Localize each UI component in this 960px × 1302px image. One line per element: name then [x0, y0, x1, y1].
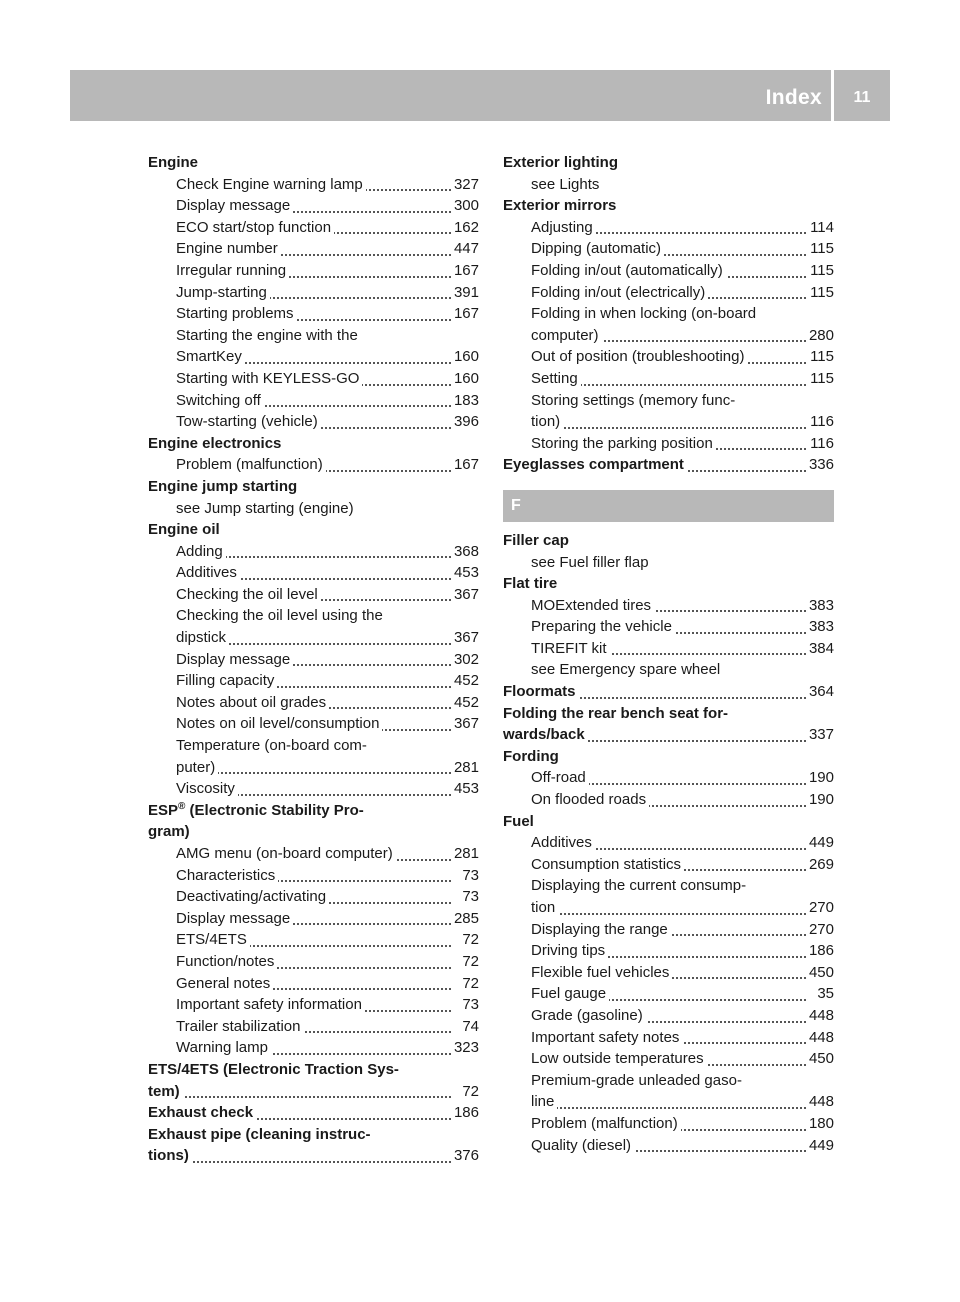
index-subentry[interactable]: [503, 325, 834, 347]
entry-label: Folding the rear bench seat for-: [503, 705, 731, 722]
index-subentry[interactable]: [148, 260, 479, 282]
entry-label: Filling capacity: [176, 672, 277, 689]
entry-label: Premium-grade unleaded gaso-: [531, 1072, 745, 1089]
page-reference[interactable]: 302: [451, 649, 479, 671]
entry-label: Grade (gasoline): [531, 1007, 646, 1024]
page-reference[interactable]: 183: [451, 390, 479, 412]
index-subentry[interactable]: [503, 368, 834, 390]
entry-label: Folding in when locking (on-board: [531, 305, 759, 322]
entry-label: see Fuel filler flap: [531, 554, 652, 571]
index-entry-heading: [148, 152, 479, 174]
index-subentry[interactable]: [148, 368, 479, 390]
index-subentry[interactable]: [148, 951, 479, 973]
entry-label: ETS/4ETS: [176, 931, 250, 948]
entry-label: Notes about oil grades: [176, 694, 329, 711]
index-subentry[interactable]: [148, 390, 479, 412]
entry-label: Deactivating/activating: [176, 888, 329, 905]
page-reference[interactable]: 453: [451, 562, 479, 584]
entry-label: Storing the parking position: [531, 435, 716, 452]
entry-label: Quality (diesel): [531, 1137, 634, 1154]
index-subentry[interactable]: [148, 627, 479, 649]
index-entry-heading[interactable]: [148, 1102, 479, 1124]
index-subentry[interactable]: [148, 778, 479, 800]
entry-label: SmartKey: [176, 348, 245, 365]
index-subentry: [148, 605, 479, 627]
index-entry-heading: [503, 811, 834, 833]
entry-label: Checking the oil level using the: [176, 607, 386, 624]
page-reference[interactable]: 383: [806, 595, 834, 617]
index-subentry[interactable]: [503, 411, 834, 433]
entry-label: Filler cap: [503, 532, 572, 549]
index-subentry[interactable]: [148, 670, 479, 692]
page-reference[interactable]: 447: [451, 238, 479, 260]
entry-label: Problem (malfunction): [176, 456, 326, 473]
entry-label: Exterior mirrors: [503, 197, 619, 214]
page-number: 11: [853, 89, 871, 106]
index-subentry[interactable]: [148, 238, 479, 260]
entry-label: Engine: [148, 154, 201, 171]
index-subentry[interactable]: [503, 854, 834, 876]
index-subentry[interactable]: [503, 1113, 834, 1135]
index-subentry[interactable]: [503, 595, 834, 617]
page-reference[interactable]: 116: [807, 411, 834, 433]
entry-label: wards/back: [503, 726, 588, 743]
entry-label: Warning lamp: [176, 1039, 271, 1056]
page-reference[interactable]: 449: [806, 832, 834, 854]
entry-label: Engine jump starting: [148, 478, 300, 495]
index-subentry[interactable]: [148, 217, 479, 239]
index-subentry[interactable]: [503, 282, 834, 304]
index-subentry[interactable]: [503, 1091, 834, 1113]
index-subentry[interactable]: [503, 897, 834, 919]
page-reference[interactable]: 190: [806, 789, 834, 811]
page-reference[interactable]: 281: [451, 843, 479, 865]
index-subentry[interactable]: [148, 411, 479, 433]
index-entry-heading[interactable]: [503, 454, 834, 476]
index-subentry[interactable]: [503, 789, 834, 811]
index-subentry[interactable]: [503, 767, 834, 789]
page-reference[interactable]: 35: [814, 983, 834, 1005]
index-entry-heading: [503, 703, 834, 725]
page-reference[interactable]: 180: [806, 1113, 834, 1135]
entry-label: Consumption statistics: [531, 856, 684, 873]
page-reference[interactable]: 73: [459, 886, 479, 908]
page-reference[interactable]: 115: [807, 346, 834, 368]
page-reference[interactable]: 448: [806, 1091, 834, 1113]
index-subentry[interactable]: [148, 649, 479, 671]
page-reference[interactable]: 72: [459, 1081, 479, 1103]
index-subentry: [503, 1070, 834, 1092]
dot-leader: [531, 427, 806, 429]
entry-label: Characteristics: [176, 867, 278, 884]
index-subentry[interactable]: [503, 217, 834, 239]
index-subentry[interactable]: [503, 616, 834, 638]
page-header: [70, 70, 890, 121]
entry-label: Folding in/out (automatically): [531, 262, 726, 279]
page-reference[interactable]: 116: [807, 433, 834, 455]
entry-label: Flexible fuel vehicles: [531, 964, 672, 981]
page-reference[interactable]: 115: [807, 260, 834, 282]
page-reference[interactable]: 368: [451, 541, 479, 563]
page-reference[interactable]: 167: [451, 454, 479, 476]
index-entry-heading: [148, 1124, 479, 1146]
page-reference[interactable]: 383: [806, 616, 834, 638]
entry-label: Fording: [503, 748, 562, 765]
index-subentry[interactable]: [148, 908, 479, 930]
index-entry-heading: [148, 1059, 479, 1081]
entry-label: ETS/4ETS (Electronic Traction Sys-: [148, 1061, 402, 1078]
page-reference[interactable]: 167: [451, 303, 479, 325]
page-reference[interactable]: 281: [451, 757, 479, 779]
page-reference[interactable]: 327: [451, 174, 479, 196]
entry-label: Setting: [531, 370, 581, 387]
index-column-right: [503, 152, 834, 1156]
entry-label: Floormats: [503, 683, 579, 700]
entry-label: Displaying the current consump-: [531, 877, 749, 894]
entry-label: tions): [148, 1147, 192, 1164]
page-reference[interactable]: 72: [459, 951, 479, 973]
index-entry-heading: [503, 530, 834, 552]
page-reference[interactable]: 269: [806, 854, 834, 876]
dot-leader: [148, 1161, 451, 1163]
page-reference[interactable]: 285: [451, 908, 479, 930]
entry-label: computer): [531, 327, 602, 344]
page-title: Index: [765, 86, 822, 109]
entry-label: Viscosity: [176, 780, 238, 797]
entry-label: Flat tire: [503, 575, 560, 592]
index-subentry[interactable]: [503, 919, 834, 941]
page-reference[interactable]: 449: [806, 1135, 834, 1157]
index-subentry: [503, 659, 834, 681]
entry-label: Problem (malfunction): [531, 1115, 681, 1132]
page-reference[interactable]: 448: [806, 1027, 834, 1049]
entry-label: Engine number: [176, 240, 281, 257]
index-entry-heading[interactable]: [503, 724, 834, 746]
page-reference[interactable]: 280: [806, 325, 834, 347]
index-subentry[interactable]: [148, 303, 479, 325]
page-reference[interactable]: 270: [806, 919, 834, 941]
entry-label: MOExtended tires: [531, 597, 654, 614]
entry-label: Display message: [176, 197, 293, 214]
index-subentry[interactable]: [503, 433, 834, 455]
entry-label: Trailer stabilization: [176, 1018, 304, 1035]
entry-label: TIREFIT kit: [531, 640, 610, 657]
index-subentry[interactable]: [148, 713, 479, 735]
entry-label: Adjusting: [531, 219, 596, 236]
index-subentry[interactable]: [148, 541, 479, 563]
page-reference[interactable]: 453: [451, 778, 479, 800]
page-reference[interactable]: 367: [451, 627, 479, 649]
entry-label: Irregular running: [176, 262, 289, 279]
index-subentry[interactable]: [148, 454, 479, 476]
entry-label: Additives: [531, 834, 595, 851]
index-subentry[interactable]: [148, 886, 479, 908]
page-reference[interactable]: 300: [451, 195, 479, 217]
index-subentry[interactable]: [503, 940, 834, 962]
entry-label: Notes on oil level/consumption: [176, 715, 382, 732]
entry-label: On flooded roads: [531, 791, 649, 808]
entry-label: Low outside temperatures: [531, 1050, 707, 1067]
page-reference[interactable]: 367: [451, 713, 479, 735]
index-subentry[interactable]: [148, 973, 479, 995]
entry-label: Important safety information: [176, 996, 365, 1013]
entry-label: ECO start/stop function: [176, 219, 334, 236]
page-reference[interactable]: 336: [806, 454, 834, 476]
page-reference[interactable]: 367: [451, 584, 479, 606]
entry-label: Checking the oil level: [176, 586, 321, 603]
index-subentry[interactable]: [148, 865, 479, 887]
page-reference[interactable]: 337: [806, 724, 834, 746]
index-subentry[interactable]: [148, 346, 479, 368]
entry-label: Dipping (automatic): [531, 240, 664, 257]
entry-label: Exhaust check: [148, 1104, 256, 1121]
index-subentry[interactable]: [503, 1027, 834, 1049]
page-reference[interactable]: 450: [806, 962, 834, 984]
entry-label: Engine electronics: [148, 435, 284, 452]
index-subentry[interactable]: [148, 282, 479, 304]
entry-label: Engine oil: [148, 521, 223, 538]
index-subentry[interactable]: [148, 1037, 479, 1059]
entry-label: Starting the engine with the: [176, 327, 361, 344]
page-reference[interactable]: 384: [806, 638, 834, 660]
page-reference[interactable]: 448: [806, 1005, 834, 1027]
entry-label: Exhaust pipe (cleaning instruc-: [148, 1126, 374, 1143]
index-subentry[interactable]: [148, 562, 479, 584]
index-subentry[interactable]: [503, 638, 834, 660]
index-subentry[interactable]: [503, 346, 834, 368]
entry-label: gram): [148, 823, 193, 840]
entry-label: Folding in/out (electrically): [531, 284, 708, 301]
entry-label: tem): [148, 1083, 183, 1100]
index-entry-heading: [503, 573, 834, 595]
entry-label: see Lights: [531, 176, 602, 193]
index-entry-heading: [148, 800, 479, 822]
entry-label: see Jump starting (engine): [176, 500, 357, 517]
index-entry-heading: [148, 476, 479, 498]
index-subentry[interactable]: [148, 584, 479, 606]
index-entry-heading: [503, 195, 834, 217]
entry-label: ESP® (Electronic Stability Pro-: [148, 802, 367, 819]
page-reference[interactable]: 190: [806, 767, 834, 789]
index-subentry[interactable]: [148, 757, 479, 779]
dot-leader: [148, 1096, 451, 1098]
index-subentry[interactable]: [503, 962, 834, 984]
page-reference[interactable]: 452: [451, 692, 479, 714]
entry-label: AMG menu (on-board computer): [176, 845, 396, 862]
page-reference[interactable]: 396: [451, 411, 479, 433]
index-subentry[interactable]: [148, 1016, 479, 1038]
page-reference[interactable]: 72: [459, 973, 479, 995]
index-column-left: [148, 152, 479, 1167]
index-subentry[interactable]: [503, 983, 834, 1005]
index-subentry[interactable]: [503, 260, 834, 282]
entry-label: Starting with KEYLESS-GO: [176, 370, 362, 387]
index-entry-heading: [148, 821, 479, 843]
page-reference[interactable]: 115: [807, 368, 834, 390]
entry-label: line: [531, 1093, 557, 1110]
entry-label: Exterior lighting: [503, 154, 621, 171]
dot-leader: [531, 913, 806, 915]
entry-label: see Emergency spare wheel: [531, 661, 723, 678]
page-reference[interactable]: 376: [451, 1145, 479, 1167]
page-reference[interactable]: 391: [451, 282, 479, 304]
entry-label: Adding: [176, 543, 226, 560]
entry-label: Out of position (troubleshooting): [531, 348, 747, 365]
index-subentry[interactable]: [503, 1135, 834, 1157]
index-subentry[interactable]: [148, 994, 479, 1016]
entry-label: Switching off: [176, 392, 264, 409]
entry-label: Off-road: [531, 769, 589, 786]
index-entry-heading[interactable]: [148, 1081, 479, 1103]
page-reference[interactable]: 270: [806, 897, 834, 919]
index-subentry[interactable]: [148, 174, 479, 196]
index-subentry[interactable]: [148, 929, 479, 951]
index-subentry: [503, 303, 834, 325]
page-reference[interactable]: 73: [459, 994, 479, 1016]
index-subentry[interactable]: [148, 195, 479, 217]
index-subentry: [503, 552, 834, 574]
dot-leader: [531, 1107, 806, 1109]
index-subentry: [148, 325, 479, 347]
entry-label: Temperature (on-board com-: [176, 737, 370, 754]
page-reference[interactable]: 167: [451, 260, 479, 282]
index-subentry[interactable]: [503, 832, 834, 854]
entry-label: puter): [176, 759, 218, 776]
entry-label: Fuel gauge: [531, 985, 609, 1002]
index-subentry[interactable]: [148, 843, 479, 865]
index-subentry: [503, 390, 834, 412]
entry-label: Displaying the range: [531, 921, 671, 938]
entry-label: Storing settings (memory func-: [531, 392, 738, 409]
index-subentry: [148, 498, 479, 520]
page-reference[interactable]: 323: [451, 1037, 479, 1059]
index-subentry: [503, 174, 834, 196]
entry-label: Tow-starting (vehicle): [176, 413, 321, 430]
entry-label: Jump-starting: [176, 284, 270, 301]
entry-label: Display message: [176, 910, 293, 927]
page-reference[interactable]: 115: [807, 282, 834, 304]
index-entry-heading[interactable]: [148, 1145, 479, 1167]
entry-label: dipstick: [176, 629, 229, 646]
entry-label: General notes: [176, 975, 273, 992]
index-subentry[interactable]: [503, 1005, 834, 1027]
page-reference[interactable]: 74: [459, 1016, 479, 1038]
page-reference[interactable]: 364: [806, 681, 834, 703]
entry-label: Fuel: [503, 813, 537, 830]
index-subentry: [503, 875, 834, 897]
page-reference[interactable]: 186: [451, 1102, 479, 1124]
index-entry-heading: [503, 152, 834, 174]
index-subentry[interactable]: [503, 238, 834, 260]
page-reference[interactable]: 162: [451, 217, 479, 239]
entry-label: Function/notes: [176, 953, 277, 970]
section-letter-header: F: [503, 490, 834, 522]
page-reference[interactable]: 160: [451, 368, 479, 390]
page-reference[interactable]: 115: [807, 238, 834, 260]
page-reference[interactable]: 73: [459, 865, 479, 887]
page-reference[interactable]: 452: [451, 670, 479, 692]
entry-label: tion): [531, 413, 563, 430]
page-reference[interactable]: 450: [806, 1048, 834, 1070]
page-reference[interactable]: 72: [459, 929, 479, 951]
entry-label: Display message: [176, 651, 293, 668]
index-subentry[interactable]: [148, 692, 479, 714]
page-reference[interactable]: 114: [807, 217, 834, 239]
page-reference[interactable]: 186: [806, 940, 834, 962]
entry-label: Starting problems: [176, 305, 297, 322]
index-entry-heading: [503, 746, 834, 768]
entry-label: Important safety notes: [531, 1029, 682, 1046]
entry-label: Driving tips: [531, 942, 608, 959]
entry-label: Additives: [176, 564, 240, 581]
entry-label: tion: [531, 899, 558, 916]
index-subentry[interactable]: [503, 1048, 834, 1070]
entry-label: Preparing the vehicle: [531, 618, 675, 635]
index-entry-heading: [148, 519, 479, 541]
entry-label: Check Engine warning lamp: [176, 176, 366, 193]
entry-label: Eyeglasses compartment: [503, 456, 687, 473]
index-entry-heading: [148, 433, 479, 455]
page-reference[interactable]: 160: [451, 346, 479, 368]
index-subentry: [148, 735, 479, 757]
index-entry-heading[interactable]: [503, 681, 834, 703]
